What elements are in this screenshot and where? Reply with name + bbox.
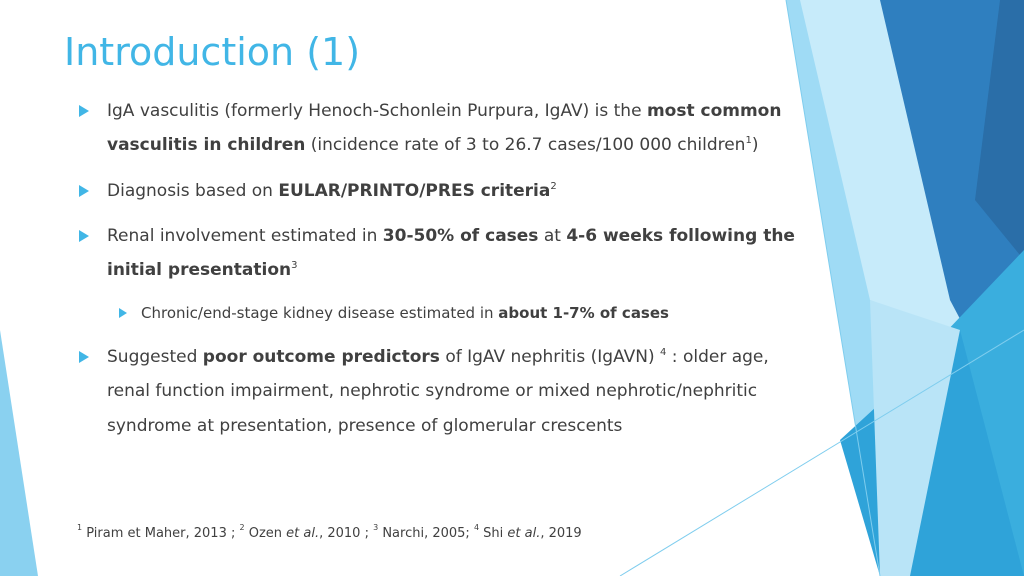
bullet-4-line-1 [107,340,769,374]
text: , 2019 [540,526,582,541]
reference-number: 1 [745,135,752,146]
text: Ozen [244,526,287,541]
text: at [538,226,567,246]
bullet-arrow-icon [79,105,89,117]
bold-text: vasculitis in children [107,135,306,155]
reference-number: 2 [239,523,245,532]
reference-number: 4 [660,347,667,358]
bullet-1-line-1 [107,94,781,128]
bullet-arrow-icon [79,351,89,363]
text: Renal involvement estimated in [107,226,383,246]
bold-text: about 1-7% of cases [498,304,669,322]
bullet-4-line-3: syndrome at presentation, presence of glomerular crescents [107,416,623,436]
text: of IgAV nephritis (IgAVN) [439,347,661,367]
text: Shi [479,526,508,541]
italic-text: et al. [286,526,320,541]
bullet-4-line-2: renal function impairment, nephrotic syndrome or mixed nephrotic/nephritic [107,381,758,401]
reference-number: 3 [291,260,298,271]
text: : older age, [666,347,769,367]
text: ) [751,135,759,155]
bullet-2 [107,174,557,208]
bold-text: poor outcome predictors [202,347,440,367]
bold-text: most common [646,101,782,121]
text: Chronic/end-stage kidney disease estimated in [141,304,499,322]
text: , 2010 ; [319,526,374,541]
bold-text: EULAR/PRINTO/PRES criteria [278,181,551,201]
slide-title: Introduction (1) [64,30,361,74]
sub-bullet-1 [141,296,669,330]
text: Diagnosis based on [107,181,279,201]
reference-number: 1 [77,523,83,532]
bullet-3-line-1 [107,219,795,253]
text: (incidence rate of 3 to 26.7 cases/100 000 children [305,135,746,155]
reference-number: 4 [473,523,480,532]
sub-bullet-arrow-icon [119,308,127,318]
bullet-3-line-2 [107,253,297,287]
text: Narchi, 2005; [378,526,474,541]
footnote-references [77,523,582,541]
bold-text: initial presentation [107,260,292,280]
bullet-1-line-2 [107,128,758,162]
italic-text: et al. [507,526,541,541]
bold-text: 4-6 weeks following the [566,226,795,246]
bold-text: 30-50% of cases [382,226,539,246]
text: Suggested [107,347,203,367]
reference-number: 2 [550,181,557,192]
bullet-arrow-icon [79,185,89,197]
bullet-arrow-icon [79,230,89,242]
reference-number: 3 [373,523,379,532]
text: Piram et Maher, 2013 ; [82,526,240,541]
text: IgA vasculitis (formerly Henoch-Schonlein Purpura, IgAV) is the [107,101,647,121]
